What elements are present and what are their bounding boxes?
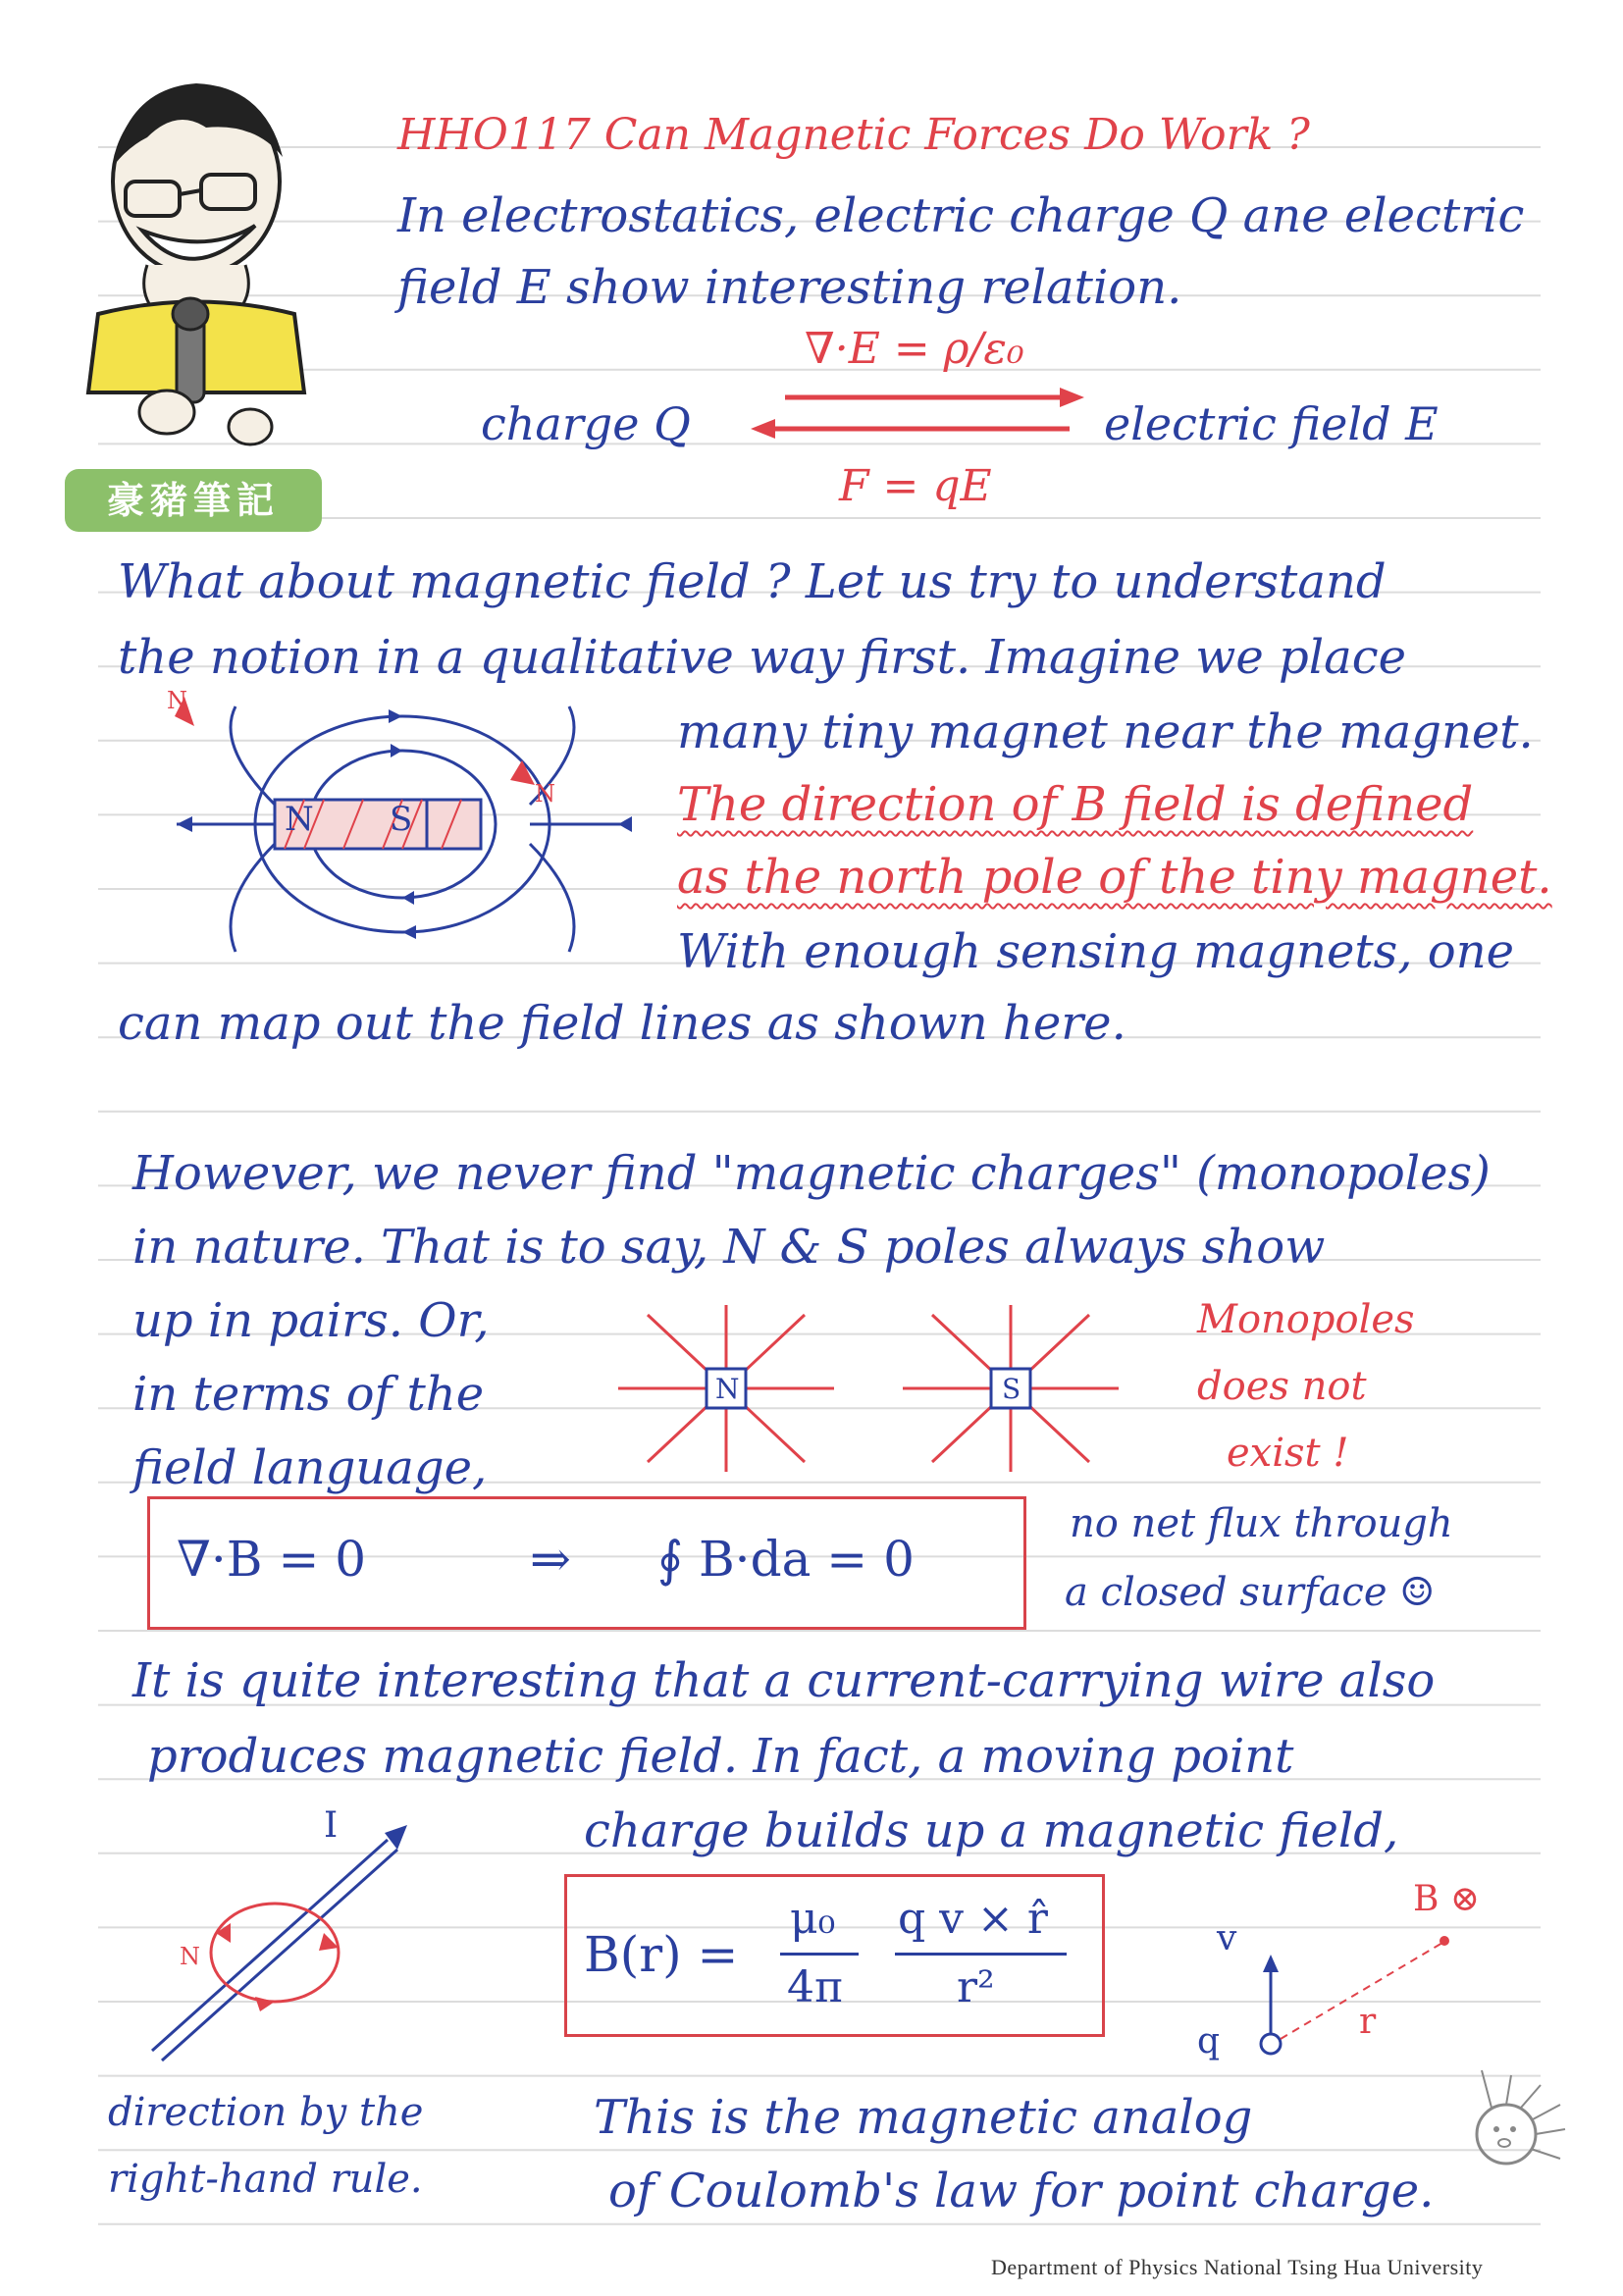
footer-affiliation: Department of Physics National Tsing Hua University (991, 2255, 1484, 2279)
magnet-line-1: What about magnetic field ? Let us try to understand (118, 554, 1387, 609)
intro-line-2: field E show interesting relation. (397, 260, 1182, 315)
monopole-line-5: field language, (132, 1440, 488, 1495)
velocity-label: v (1217, 1918, 1237, 1958)
rhr-line-1: direction by the (108, 2090, 424, 2135)
needle-n-label-right: N (535, 780, 555, 808)
current-line-1: It is quite interesting that a current-carrying wire also (132, 1653, 1436, 1708)
biot-savart-numerator: q v × r̂ (898, 1894, 1048, 1944)
fraction-bar-2 (895, 1953, 1067, 1956)
magnet-line-7: can map out the field lines as shown here. (118, 996, 1126, 1051)
r-vector-label: r (1359, 2002, 1377, 2042)
page-title: HHO117 Can Magnetic Forces Do Work ? (397, 110, 1310, 160)
monopole-note-1: Monopoles (1197, 1297, 1415, 1342)
monopole-line-3: up in pairs. Or, (132, 1293, 490, 1348)
current-wire-diagram (137, 1805, 432, 2070)
biot-savart-lhs: B(r) = (584, 1926, 739, 1983)
rhr-line-2: right-hand rule. (108, 2157, 423, 2202)
bar-magnet-n-label: N (285, 800, 314, 839)
flux-note-2: a closed surface ☺ (1065, 1570, 1436, 1615)
biot-savart-4pi: 4π (787, 1962, 843, 2012)
implies-arrow: ⇒ (530, 1531, 571, 1588)
charge-q-label: q (1197, 2021, 1221, 2061)
flux-integral-equation: ∮ B·da = 0 (657, 1531, 915, 1588)
monopole-n-label: N (715, 1373, 740, 1405)
charge-label: charge Q (481, 397, 691, 450)
monopole-s-label: S (1002, 1373, 1021, 1405)
current-line-2: produces magnetic field. In fact, a moving point (147, 1729, 1294, 1784)
cartoon-avatar-icon (59, 69, 334, 481)
wire-needle-n-label: N (180, 1943, 200, 1970)
magnet-line-3: many tiny magnet near the magnet. (677, 704, 1534, 759)
analog-line-1: This is the magnetic analog (594, 2090, 1253, 2145)
relation-arrows (746, 378, 1089, 446)
needle-n-label-left: N (167, 687, 187, 714)
fraction-bar-1 (780, 1953, 859, 1956)
monopole-note-2: does not (1197, 1364, 1367, 1409)
current-line-3: charge builds up a magnetic field, (584, 1803, 1399, 1858)
bar-magnet-s-label: S (390, 800, 413, 839)
magnet-line-6: With enough sensing magnets, one (677, 924, 1515, 979)
gauss-law-equation: ∇·E = ρ/ε₀ (805, 324, 1024, 374)
biot-savart-denominator: r² (957, 1962, 995, 2012)
monopole-line-2: in nature. That is to say, N & S poles always show (132, 1220, 1326, 1275)
electric-field-label: electric field E (1104, 397, 1439, 450)
monopole-line-4: in terms of the (132, 1367, 485, 1422)
biot-savart-mu: μ₀ (790, 1894, 836, 1944)
magnet-line-2: the notion in a qualitative way first. Imagine we place (118, 630, 1407, 685)
force-equation: F = qE (839, 461, 992, 511)
divergence-equation: ∇·B = 0 (177, 1531, 367, 1588)
b-field-label: B ⊗ (1413, 1879, 1481, 1919)
current-label: I (324, 1805, 339, 1846)
porcupine-logo-icon (1452, 2061, 1570, 2188)
monopole-diagram (608, 1295, 1119, 1482)
magnet-line-4: The direction of B field is defined (677, 777, 1474, 832)
magnet-line-5: as the north pole of the tiny magnet. (677, 850, 1552, 905)
monopole-line-1: However, we never find "magnetic charges" (monopoles) (132, 1146, 1491, 1201)
flux-note-1: no net flux through (1070, 1501, 1453, 1546)
monopole-note-3: exist ! (1227, 1431, 1349, 1476)
analog-line-2: of Coulomb's law for point charge. (608, 2164, 1435, 2218)
badge-label: 豪豬筆記 (65, 469, 322, 532)
intro-line-1: In electrostatics, electric charge Q ane electric (397, 188, 1525, 243)
